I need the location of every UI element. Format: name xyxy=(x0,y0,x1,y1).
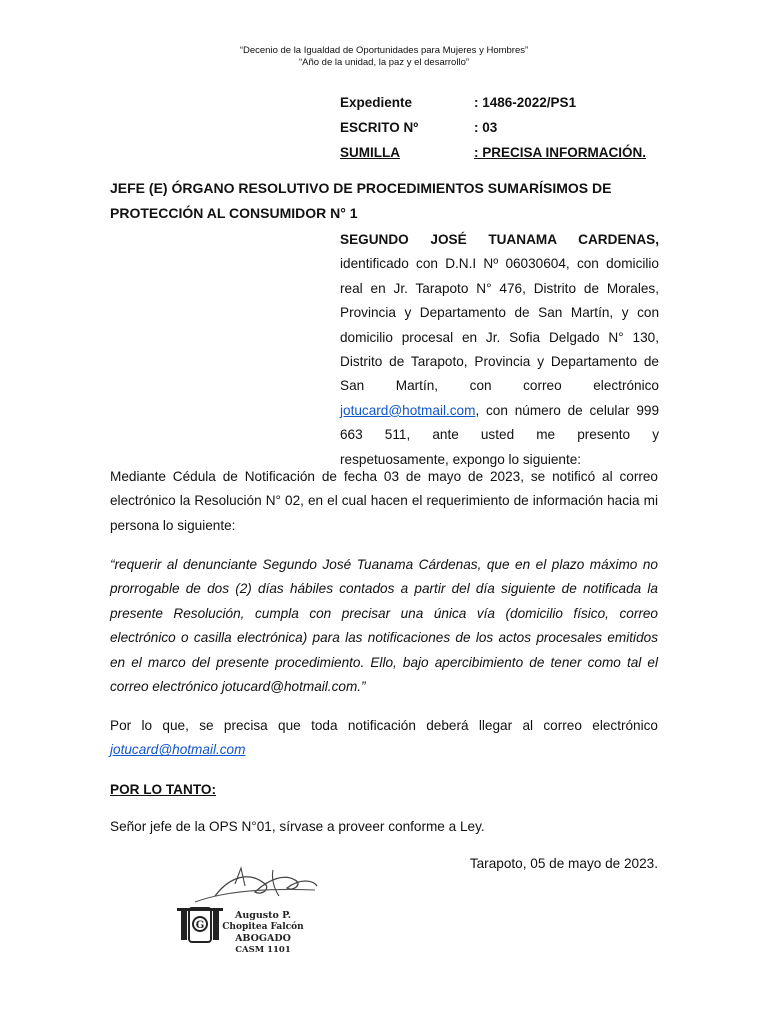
clarification-text: Por lo que, se precisa que toda notificación deberá llegar al correo electrónico xyxy=(110,718,658,733)
svg-text:G: G xyxy=(195,920,205,931)
meta-row-sumilla xyxy=(340,144,670,169)
request-paragraph: Señor jefe de la OPS N°01, sírvase a proveer conforme a Ley. xyxy=(110,819,485,834)
clarification-paragraph xyxy=(110,714,658,763)
meta-label-escrito: ESCRITO Nº xyxy=(340,120,419,135)
stamp-name-line1: Augusto P. xyxy=(234,910,292,921)
meta-row-escrito xyxy=(340,119,670,144)
signature-stamp xyxy=(175,866,325,958)
resolution-quote: “requerir al denunciante Segundo José Tuanama Cárdenas, que en el plazo máximo no prorrogable de dos (2) días hábiles contados a partir del día siguiente de notificada la presente Resolución, cumpla con precisar una única vía (domicilio físico, correo electrónico o casilla electrónica) para las notificaciones de los actos procesales emitidos en el marco del presente procedimiento. Ello, bajo apercibimiento de tener como tal el correo electrónico jotucard@hotmail.com.” xyxy=(110,557,658,695)
stamp-registration: CASM 1101 xyxy=(235,945,291,955)
document-header xyxy=(0,45,768,69)
header-year-line: “Año de la unidad, la paz y el desarrollo” xyxy=(298,57,470,68)
intro-paragraph xyxy=(340,228,659,472)
meta-value-sumilla: : PRECISA INFORMACIÓN. xyxy=(474,145,646,160)
seal-icon xyxy=(177,908,223,942)
intro-email-link[interactable]: jotucard@hotmail.com xyxy=(340,402,476,418)
meta-label-sumilla: SUMILLA xyxy=(340,145,400,160)
clarification-email-link[interactable]: jotucard@hotmail.com xyxy=(110,742,246,758)
por-lo-tanto-heading: POR LO TANTO: xyxy=(110,782,216,797)
case-metadata xyxy=(340,94,670,169)
meta-value-expediente: : 1486-2022/PS1 xyxy=(474,95,577,110)
stamp-title: ABOGADO xyxy=(235,933,291,944)
intro-text-after-email: , con número de celular 999 663 511, ante usted me presento y respetuosamente, expongo lo siguiente: xyxy=(340,402,659,467)
meta-value-escrito: : 03 xyxy=(474,120,498,135)
meta-label-expediente: Expediente xyxy=(340,95,413,110)
date-line: Tarapoto, 05 de mayo de 2023. xyxy=(469,856,658,871)
stamp-name-line2: Chopitea Falcón xyxy=(222,922,304,932)
petitioner-name: SEGUNDO JOSÉ TUANAMA CARDENAS, xyxy=(340,232,659,247)
addressee-heading: JEFE (E) ÓRGANO RESOLUTIVO DE PROCEDIMIENTOS SUMARÍSIMOS DE PROTECCIÓN AL CONSUMIDOR N° 1 xyxy=(110,180,612,221)
header-decade-line: “Decenio de la Igualdad de Oportunidades para Mujeres y Hombres” xyxy=(239,45,529,56)
intro-text-before-email: identificado con D.N.I Nº 06030604, con domicilio real en Jr. Tarapoto N° 476, Distrito de Morales, Provincia y Departamento de San Martín, y con domicilio procesal en Jr. Sofia Delgado N° 130, Distrito de Tarapoto, Provincia y Departamento de San Martín, con correo electrónico xyxy=(340,256,659,394)
meta-row-expediente xyxy=(340,94,670,119)
notification-paragraph: Mediante Cédula de Notificación de fecha 03 de mayo de 2023, se notificó al correo electrónico la Resolución N° 02, en el cual hacen el requerimiento de información hacia mi persona lo siguiente: xyxy=(110,469,658,533)
